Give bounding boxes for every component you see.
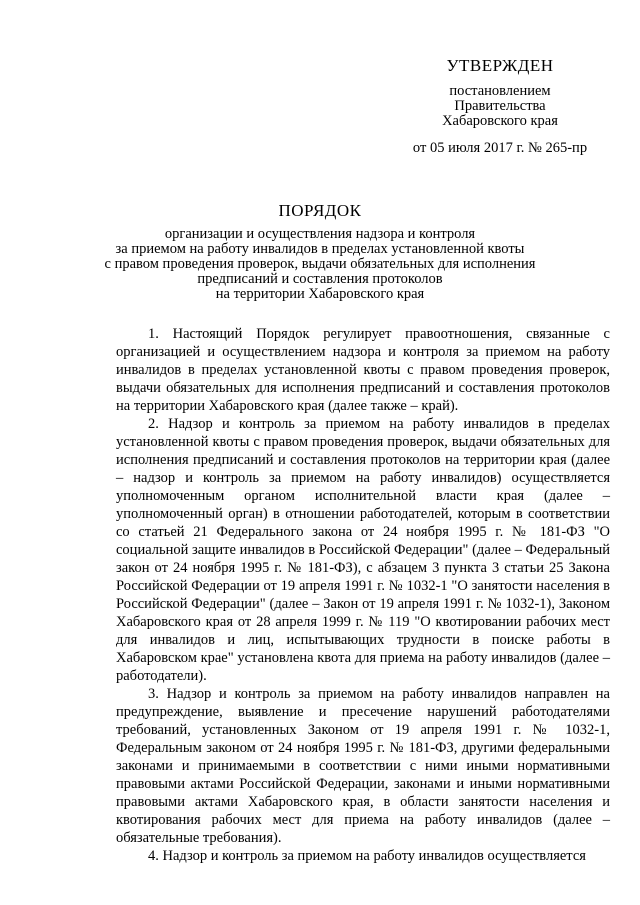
approval-line: Хабаровского края xyxy=(442,113,558,129)
document-subtitle-line: на территории Хабаровского края xyxy=(215,286,425,302)
document-subtitle-line: с правом проведения проверок, выдачи обязательных для исполнения xyxy=(104,256,536,272)
approval-date: от 05 июля 2017 г. № 265-пр xyxy=(412,140,588,156)
paragraph-2: 2. Надзор и контроль за приемом на работу инвалидов в пределах установленной квоты с правом проведения проверок, выдачи обязательных для исполнения предписаний и составления протоколов на территории края (далее – надзор и контроль за приемом на работу инвалидов) осуществляется уполномоченным органом исполнительной власти края (далее – уполномоченный орган) в отношении работодателей, которым в соответствии со статьей 21 Федерального закона от 24 ноября 1995 г. № 181-ФЗ "О социальной защите инвалидов в Российской Федерации" (далее – Федеральный закон от 24 ноября 1995 г. № 181-ФЗ), с абзацем 3 пункта 3 статьи 25 Закона Российской Федерации от 19 апреля 1991 г. № 1032-1 "О занятости населения в Российской Федерации" (далее – Закон от 19 апреля 1991 г. № 1032-1), Законом Хабаровского края от 28 апреля 1999 г. № 119 "О квотировании рабочих мест для инвалидов и лиц, испытывающих трудности в поиске работы в Хабаровском крае" установлена квота для приема на работу инвалидов (далее – работодатели). xyxy=(116,416,610,684)
approval-line: постановлением xyxy=(449,83,551,99)
paragraph-4: 4. Надзор и контроль за приемом на работу инвалидов осуществляется xyxy=(148,848,586,864)
document-title: ПОРЯДОК xyxy=(278,201,362,220)
document-subtitle-line: организации и осуществления надзора и контроля xyxy=(164,226,476,242)
paragraph-3: 3. Надзор и контроль за приемом на работу инвалидов направлен на предупреждение, выявление и пресечение нарушений работодателями требований, установленных Законом от 19 апреля 1991 г. № 1032-1, Федеральным законом от 24 ноября 1995 г. № 181-ФЗ, другими федеральными законами и принимаемыми в соответствии с ними иными нормативными правовыми актами Российской Федерации, законами и иными нормативными правовыми актами Хабаровского края, в области занятости населения и квотирования рабочих мест для приема на работу инвалидов (далее – обязательные требования). xyxy=(116,686,610,846)
approval-stamp xyxy=(380,56,620,156)
approval-line: Правительства xyxy=(454,98,546,114)
document-subtitle-line: предписаний и составления протоколов xyxy=(197,271,443,287)
document-subtitle-line: за приемом на работу инвалидов в пределах установленной квоты xyxy=(115,241,525,257)
approval-title: УТВЕРЖДЕН xyxy=(446,56,554,75)
document-body xyxy=(116,325,610,865)
document-title-block xyxy=(0,201,640,302)
paragraph-1: 1. Настоящий Порядок регулирует правоотношения, связанные с организацией и осуществлением надзора и контроля за приемом на работу инвалидов в пределах установленной квоты с правом проведения проверок, выдачи обязательных для исполнения предписаний и составления протоколов на территории Хабаровского края (далее также – край). xyxy=(116,326,610,414)
